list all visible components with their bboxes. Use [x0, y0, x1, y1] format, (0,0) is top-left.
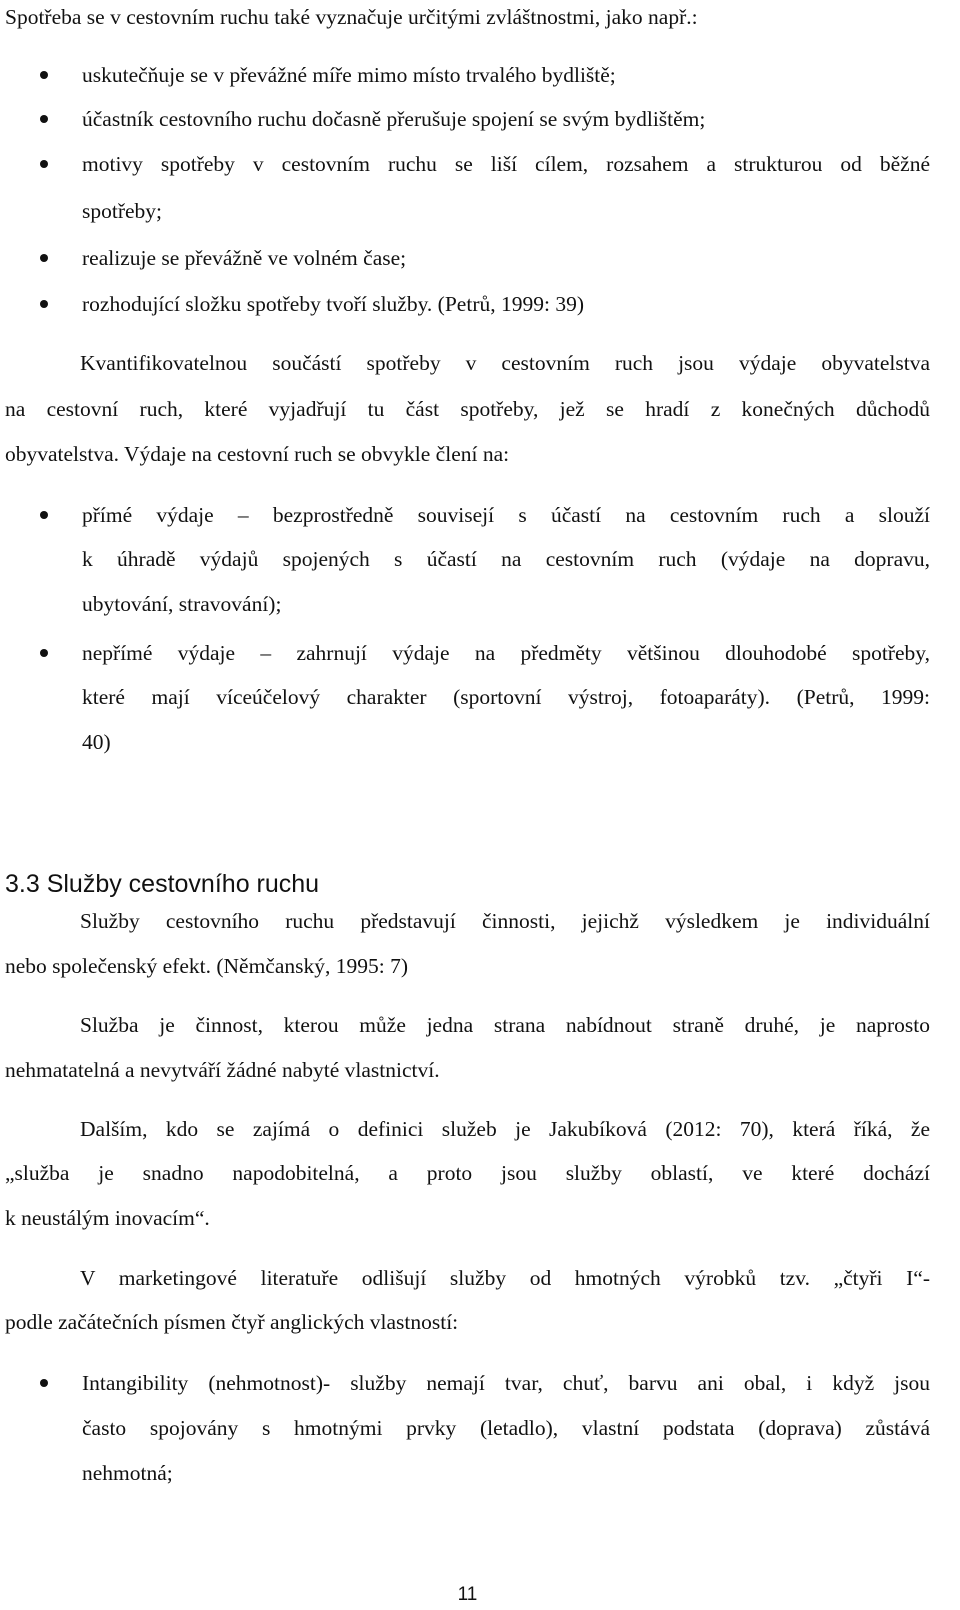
page-number: 11 [457, 1584, 478, 1605]
paragraph-line: Služby cestovního ruchu představují činnosti, jejichž výsledkem je individuální [80, 909, 930, 933]
paragraph-line: Kvantifikovatelnou součástí spotřeby v cestovním ruch jsou výdaje obyvatelstva [80, 351, 930, 375]
list-item: Intangibility (nehmotnost)- služby nemají tvar, chuť, barvu ani obal, i když jsou [82, 1371, 930, 1395]
list-item-continuation: spotřeby; [82, 199, 163, 223]
bullet-icon [40, 71, 48, 79]
list-item: uskutečňuje se v převážné míře mimo místo trvalého bydliště; [82, 63, 616, 87]
paragraph-line: na cestovní ruch, které vyjadřují tu část spotřeby, jež se hradí z konečných důchodů [5, 397, 930, 421]
intro-line: Spotřeba se v cestovním ruchu také vyznačuje určitými zvláštnostmi, jako např.: [5, 5, 698, 29]
bullet-icon [40, 160, 48, 168]
paragraph-line: obyvatelstva. Výdaje na cestovní ruch se obvykle člení na: [5, 442, 510, 466]
list-item: realizuje se převážně ve volném čase; [82, 246, 407, 270]
list-item: rozhodující složku spotřeby tvoří služby. (Petrů, 1999: 39) [82, 292, 584, 316]
list-item-continuation: ubytování, stravování); [82, 592, 282, 616]
list-item-continuation: nehmotná; [82, 1461, 173, 1485]
bullet-icon [40, 300, 48, 308]
paragraph-line: „služba je snadno napodobitelná, a proto jsou služby oblastí, ve které dochází [5, 1161, 930, 1185]
paragraph-line: Dalším, kdo se zajímá o definici služeb je Jakubíková (2012: 70), která říká, že [80, 1117, 930, 1141]
list-item: motivy spotřeby v cestovním ruchu se liší cílem, rozsahem a strukturou od běžné [82, 152, 930, 176]
list-item-continuation: které mají víceúčelový charakter (sportovní výstroj, fotoaparáty). (Petrů, 1999: [82, 685, 930, 709]
paragraph-line: V marketingové literatuře odlišují služby od hmotných výrobků tzv. „čtyři I“- [80, 1266, 930, 1290]
paragraph-line: nebo společenský efekt. (Němčanský, 1995: 7) [5, 954, 409, 978]
paragraph-line: k neustálým inovacím“. [5, 1206, 210, 1230]
paragraph-line: podle začátečních písmen čtyř anglických vlastností: [5, 1310, 459, 1334]
bullet-icon [40, 1379, 48, 1387]
list-item: přímé výdaje – bezprostředně souvisejí s účastí na cestovním ruch a slouží [82, 503, 930, 527]
list-item-continuation: často spojovány s hmotnými prvky (letadlo), vlastní podstata (doprava) zůstává [82, 1416, 930, 1440]
bullet-icon [40, 254, 48, 262]
list-item: nepřímé výdaje – zahrnují výdaje na předměty většinou dlouhodobé spotřeby, [82, 641, 930, 665]
bullet-icon [40, 115, 48, 123]
list-item-continuation: 40) [82, 730, 111, 754]
paragraph-line: nehmatatelná a nevytváří žádné nabyté vlastnictví. [5, 1058, 440, 1082]
section-heading: 3.3 Služby cestovního ruchu [5, 870, 320, 898]
paragraph-line: Služba je činnost, kterou může jedna strana nabídnout straně druhé, je naprosto [80, 1013, 930, 1037]
list-item: účastník cestovního ruchu dočasně přerušuje spojení se svým bydlištěm; [82, 107, 706, 131]
bullet-icon [40, 649, 48, 657]
list-item-continuation: k úhradě výdajů spojených s účastí na cestovním ruch (výdaje na dopravu, [82, 547, 930, 571]
bullet-icon [40, 511, 48, 519]
